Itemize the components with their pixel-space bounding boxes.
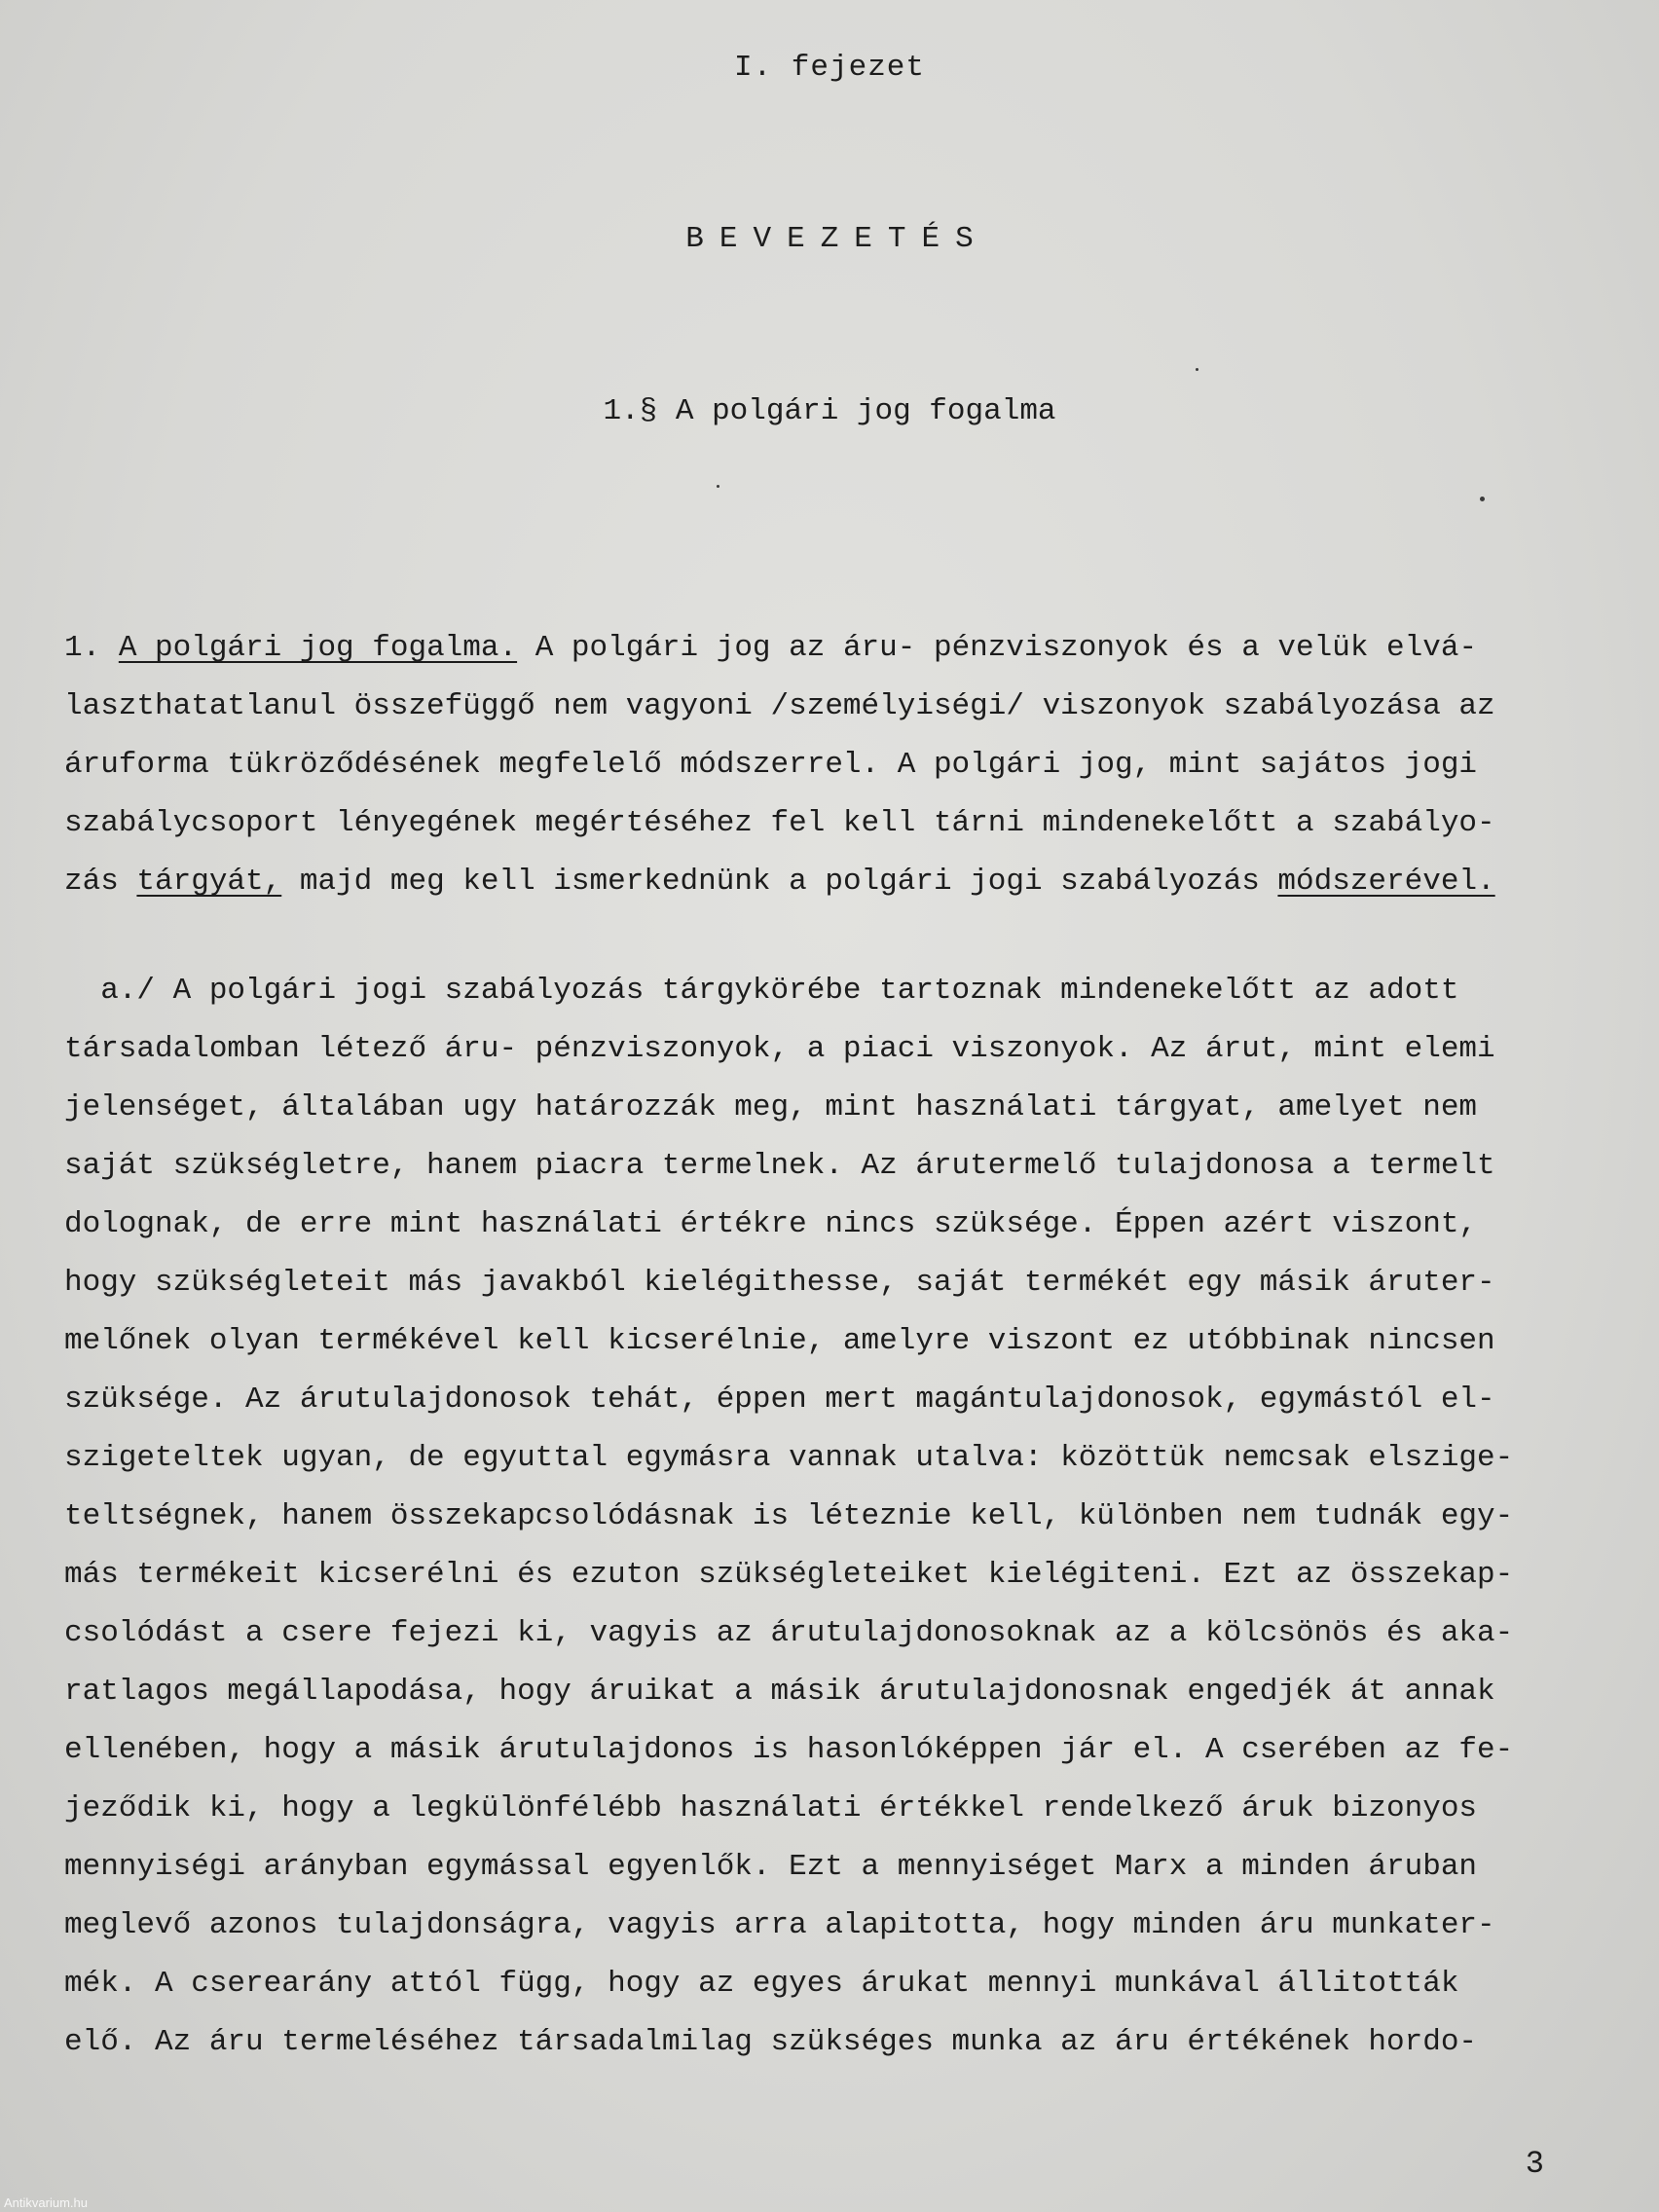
watermark: Antikvarium.hu (4, 2195, 88, 2210)
paragraph-line: saját szükségletre, hanem piacra termelnek. Az árutermelő tulajdonosa a termelt (64, 1149, 1495, 1183)
paragraph-line: dolognak, de erre mint használati értékre nincs szüksége. Éppen azért viszont, (64, 1207, 1478, 1241)
paragraph-line: hogy szükségleteit más javakból kielégithesse, saját termékét egy másik áruter- (64, 1266, 1495, 1300)
paragraph-line: ratlagos megállapodása, hogy áruikat a másik árutulajdonosnak engedjék át annak (64, 1675, 1495, 1709)
paragraph-line: más termékeit kicserélni és ezuton szükségleteiket kielégiteni. Ezt az összekap- (64, 1558, 1514, 1592)
section-title: 1.§ A polgári jog fogalma (603, 394, 1056, 428)
paper-speck (1196, 368, 1198, 371)
line-text: majd meg kell ismerkednünk a polgári jogi szabályozás (281, 865, 1278, 899)
paragraph-line: melőnek olyan termékével kell kicserélnie, amelyre viszont ez utóbbinak nincsen (64, 1324, 1495, 1358)
chapter-heading: I. fejezet (733, 51, 926, 85)
paragraph-line: a./ A polgári jogi szabályozás tárgykörébe tartoznak mindenekelőtt az adott (64, 974, 1459, 1008)
underlined-term-object: tárgyát, (136, 865, 282, 899)
paragraph-line: elő. Az áru termeléséhez társadalmilag szükséges munka az áru értékének hordo- (64, 2025, 1478, 2059)
paper-speck (717, 485, 719, 488)
paragraph-line: csolódást a csere fejezi ki, vagyis az árutulajdonosoknak az a kölcsönös és aka- (64, 1616, 1514, 1650)
line-text: A polgári jog az áru- pénzviszonyok és a velük elvá- (517, 631, 1478, 665)
introduction-title: BEVEZETÉS (685, 222, 989, 256)
paragraph-line: szabálycsoport lényegének megértéséhez fel kell tárni mindenekelőtt a szabályo- (64, 806, 1495, 840)
paragraph-line: mennyiségi arányban egymással egyenlők. Ezt a mennyiséget Marx a minden áruban (64, 1850, 1478, 1884)
paragraph-number: 1. (64, 631, 119, 665)
paragraph-line: társadalomban létező áru- pénzviszonyok, a piaci viszonyok. Az árut, mint elemi (64, 1032, 1495, 1066)
page-number: 3 (1525, 2146, 1544, 2182)
paragraph-2 (64, 962, 1603, 2072)
paragraph-heading: A polgári jog fogalma. (118, 631, 518, 665)
underlined-term-method: módszerével. (1277, 865, 1495, 899)
paragraph-line: jelenséget, általában ugy határozzák meg, mint használati tárgyat, amelyet nem (64, 1090, 1478, 1124)
paragraph-line (64, 619, 1603, 678)
paragraph-line: meglevő azonos tulajdonságra, vagyis arra alapitotta, hogy minden áru munkater- (64, 1908, 1495, 1942)
paragraph-line: áruforma tükröződésének megfelelő módszerrel. A polgári jog, mint sajátos jogi (64, 748, 1478, 782)
paragraph-line: jeződik ki, hogy a legkülönfélébb használati értékkel rendelkező áruk bizonyos (64, 1791, 1478, 1825)
paper-speck (1480, 497, 1485, 501)
paragraph-line: szigeteltek ugyan, de egyuttal egymásra vannak utalva: közöttük nemcsak elszige- (64, 1441, 1514, 1475)
paragraph-line: mék. A cserearány attól függ, hogy az egyes árukat mennyi munkával állitották (64, 1967, 1459, 2001)
paragraph-line: ellenében, hogy a másik árutulajdonos is hasonlóképpen jár el. A cserében az fe- (64, 1733, 1514, 1767)
paragraph-line: laszthatatlanul összefüggő nem vagyoni /személyiségi/ viszonyok szabályozása az (64, 689, 1495, 723)
paragraph-1 (64, 619, 1603, 911)
line-text: zás (64, 865, 137, 899)
paragraph-line: szüksége. Az árutulajdonosok tehát, éppen mert magántulajdonosok, egymástól el- (64, 1382, 1495, 1417)
paragraph-line: teltségnek, hanem összekapcsolódásnak is léteznie kell, különben nem tudnák egy- (64, 1499, 1514, 1533)
paragraph-line (64, 853, 1603, 911)
